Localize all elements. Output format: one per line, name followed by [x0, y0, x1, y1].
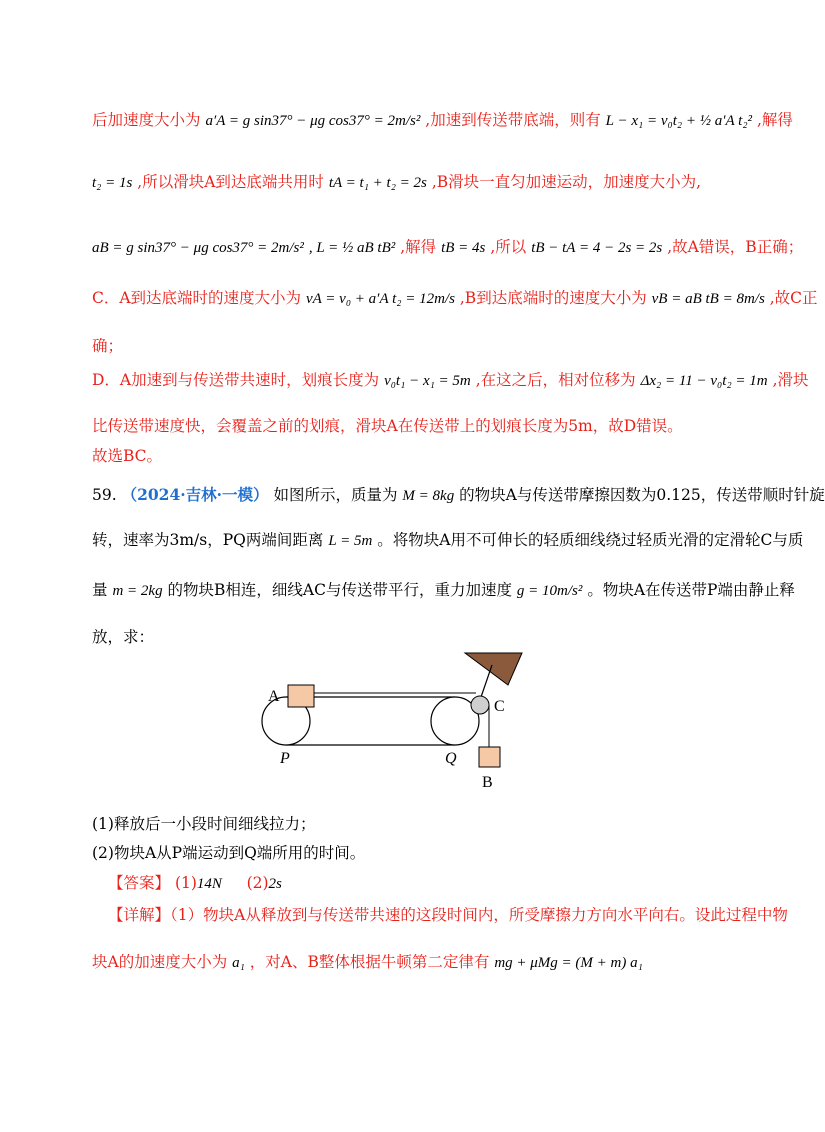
formula: v₀t₁ − x₁ = 5m — [384, 373, 471, 389]
text: ,解得 — [756, 111, 793, 129]
formula: L = 5m — [328, 533, 373, 549]
formula: Δx₂ = 11 − v₀t₂ = 1m — [640, 373, 768, 389]
text: 量 — [92, 581, 108, 599]
formula: mg + μMg = (M + m) a₁ — [494, 955, 643, 971]
solution-line-8 — [92, 446, 162, 466]
question-line-3 — [92, 580, 795, 601]
answer-line — [108, 873, 282, 894]
formula: tB = 4s — [441, 240, 486, 256]
subquestion-1 — [92, 814, 315, 834]
formula: tB − tA = 4 − 2s = 2s — [531, 240, 663, 256]
text: ,解得 — [400, 238, 437, 256]
subquestion-2 — [92, 843, 365, 863]
solution-line-6 — [92, 370, 809, 391]
formula: g = 10m/s² — [516, 583, 583, 599]
text: 块A的加速度大小为 — [92, 953, 228, 971]
pulley-c — [471, 696, 489, 714]
formula: aB = g sin37° − μg cos37° = 2m/s² — [92, 240, 304, 256]
detail-line-2 — [92, 952, 643, 973]
question-line-1 — [92, 485, 825, 506]
formula: L − x₁ = v₀t₂ + ½ a′A t₂² — [605, 113, 753, 129]
text: (1) — [174, 874, 197, 892]
formula: t₂ = 1s — [92, 175, 133, 191]
formula: , L = ½ aB tB² — [308, 240, 396, 256]
question-line-2 — [92, 530, 803, 551]
formula: vA = v₀ + a′A t₂ = 12m/s — [306, 291, 455, 307]
formula: M = 8kg — [402, 488, 455, 504]
formula: a′A = g sin37° − μg cos37° = 2m/s² — [205, 113, 421, 129]
answer-label: 【答案】 — [108, 874, 171, 892]
text: ，对A、B整体根据牛顿第二定律有 — [249, 953, 490, 971]
text: 故选BC。 — [92, 447, 163, 465]
question-line-4 — [92, 627, 154, 647]
detail-line-1 — [108, 905, 788, 925]
formula: tA = t₁ + t₂ = 2s — [328, 175, 427, 191]
formula: 14N — [196, 876, 222, 892]
text: 转，速率为3m/s，PQ两端间距离 — [92, 531, 324, 549]
pulley-rod — [480, 665, 492, 700]
solution-line-3 — [92, 237, 803, 258]
formula: a₁ — [232, 955, 245, 971]
text: (1)释放后一小段时间细线拉力； — [92, 815, 316, 833]
text: ,故A错误，B正确； — [667, 238, 804, 256]
label-q: Q — [445, 750, 457, 767]
text: ,故C正 — [769, 289, 818, 307]
ceiling-support — [465, 653, 522, 685]
formula: vB = aB tB = 8m/s — [651, 291, 765, 307]
text: ,所以滑块A到达底端共用时 — [137, 173, 324, 191]
text: 比传送带速度快，会覆盖之前的划痕，滑块A在传送带上的划痕长度为5m，故D错误。 — [92, 417, 683, 435]
solution-line-5 — [92, 336, 123, 356]
text: 如图所示，质量为 — [273, 486, 398, 504]
text: ,B到达底端时的速度大小为 — [459, 289, 647, 307]
conveyor-diagram — [260, 645, 540, 795]
text: ,滑块 — [772, 371, 809, 389]
text: ,B滑块一直匀加速运动，加速度大小为, — [431, 173, 702, 191]
detail-label: 【详解】 — [108, 906, 171, 924]
solution-line-4 — [92, 288, 818, 309]
question-number: 59. — [92, 486, 117, 504]
solution-line-1 — [92, 110, 793, 131]
block-b — [479, 747, 500, 767]
formula: m = 2kg — [112, 583, 163, 599]
text: 的物块A与传送带摩擦因数为0.125，传送带顺时针旋 — [459, 486, 825, 504]
text: (2)物块A从P端运动到Q端所用的时间。 — [92, 844, 366, 862]
text: ,在这之后，相对位移为 — [475, 371, 636, 389]
label-c: C — [494, 698, 505, 715]
formula: 2s — [268, 876, 282, 892]
block-a — [288, 685, 314, 707]
text: 放，求： — [92, 628, 155, 646]
text: ,加速到传送带底端，则有 — [425, 111, 601, 129]
label-b: B — [482, 774, 493, 791]
text: 后加速度大小为 — [92, 111, 201, 129]
solution-line-7 — [92, 416, 683, 436]
text: 。将物块A用不可伸长的轻质细线绕过轻质光滑的定滑轮C与质 — [377, 531, 804, 549]
text: D．A加速到与传送带共速时，划痕长度为 — [92, 371, 380, 389]
label-p: P — [280, 750, 290, 767]
solution-line-2 — [92, 172, 701, 193]
text: ,所以 — [490, 238, 527, 256]
question-source: （2024·吉林·一模） — [121, 485, 269, 504]
text: (2) — [246, 874, 269, 892]
text: C．A到达底端时的速度大小为 — [92, 289, 302, 307]
text: 的物块B相连，细线AC与传送带平行，重力加速度 — [167, 581, 512, 599]
conveyor-figure — [260, 645, 540, 799]
text: 确； — [92, 337, 124, 355]
text: 。物块A在传送带P端由静止释 — [587, 581, 795, 599]
text: （1）物块A从释放到与传送带共速的这段时间内，所受摩擦力方向水平向右。设此过程中物 — [170, 906, 788, 924]
label-a: A — [268, 688, 280, 705]
